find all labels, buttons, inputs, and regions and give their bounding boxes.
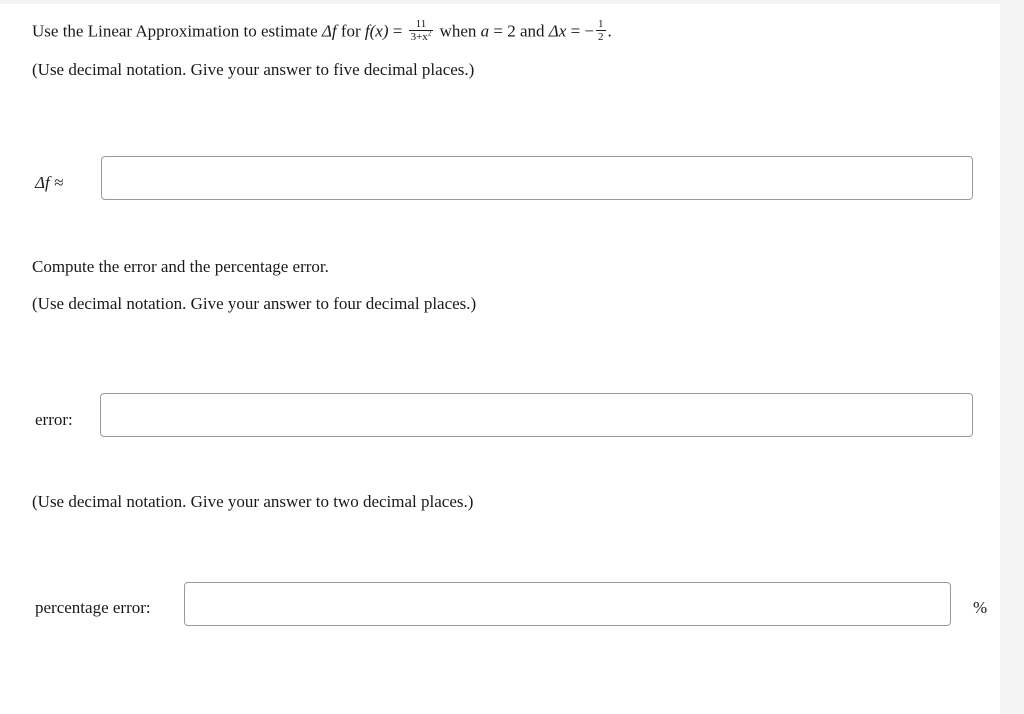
percent-unit: % bbox=[973, 598, 988, 617]
fraction-numerator: 11 bbox=[409, 19, 434, 31]
error-input[interactable] bbox=[100, 393, 973, 437]
function-name: f(x) bbox=[364, 21, 389, 41]
delta-f-symbol: Δf bbox=[321, 21, 337, 41]
instruction-five-decimals: (Use decimal notation. Give your answer to five decimal places.) bbox=[32, 60, 475, 79]
equals-sign: = bbox=[388, 21, 407, 41]
prompt-text: when bbox=[435, 21, 481, 41]
error-label: error: bbox=[35, 410, 73, 429]
error-heading: Compute the error and the percentage error. bbox=[32, 257, 329, 276]
question-panel bbox=[0, 4, 1000, 714]
denominator-base: 3+x bbox=[410, 31, 428, 43]
delta-f-label: Δf ≈ bbox=[35, 173, 64, 192]
fraction-denominator bbox=[409, 31, 434, 42]
question-prompt bbox=[32, 18, 612, 44]
a-variable: a bbox=[480, 21, 490, 41]
denominator-exponent: 2 bbox=[427, 29, 432, 38]
delta-f-input[interactable] bbox=[101, 156, 973, 200]
fraction-numerator: 1 bbox=[598, 18, 604, 30]
prompt-text: for bbox=[336, 21, 365, 41]
prompt-text: . bbox=[607, 21, 612, 41]
prompt-text: = 2 and bbox=[489, 21, 549, 41]
percentage-error-input[interactable] bbox=[184, 582, 951, 626]
function-fraction bbox=[409, 19, 434, 42]
prompt-text: Use the Linear Approximation to estimate bbox=[32, 21, 322, 41]
percentage-error-label: percentage error: bbox=[35, 598, 151, 617]
delta-x-symbol: Δx bbox=[548, 21, 567, 41]
instruction-two-decimals: (Use decimal notation. Give your answer to two decimal places.) bbox=[32, 492, 474, 511]
prompt-text: = − bbox=[566, 21, 594, 41]
delta-x-fraction bbox=[596, 19, 606, 42]
fraction-denominator: 2 bbox=[598, 31, 604, 43]
instruction-four-decimals: (Use decimal notation. Give your answer to four decimal places.) bbox=[32, 294, 477, 313]
